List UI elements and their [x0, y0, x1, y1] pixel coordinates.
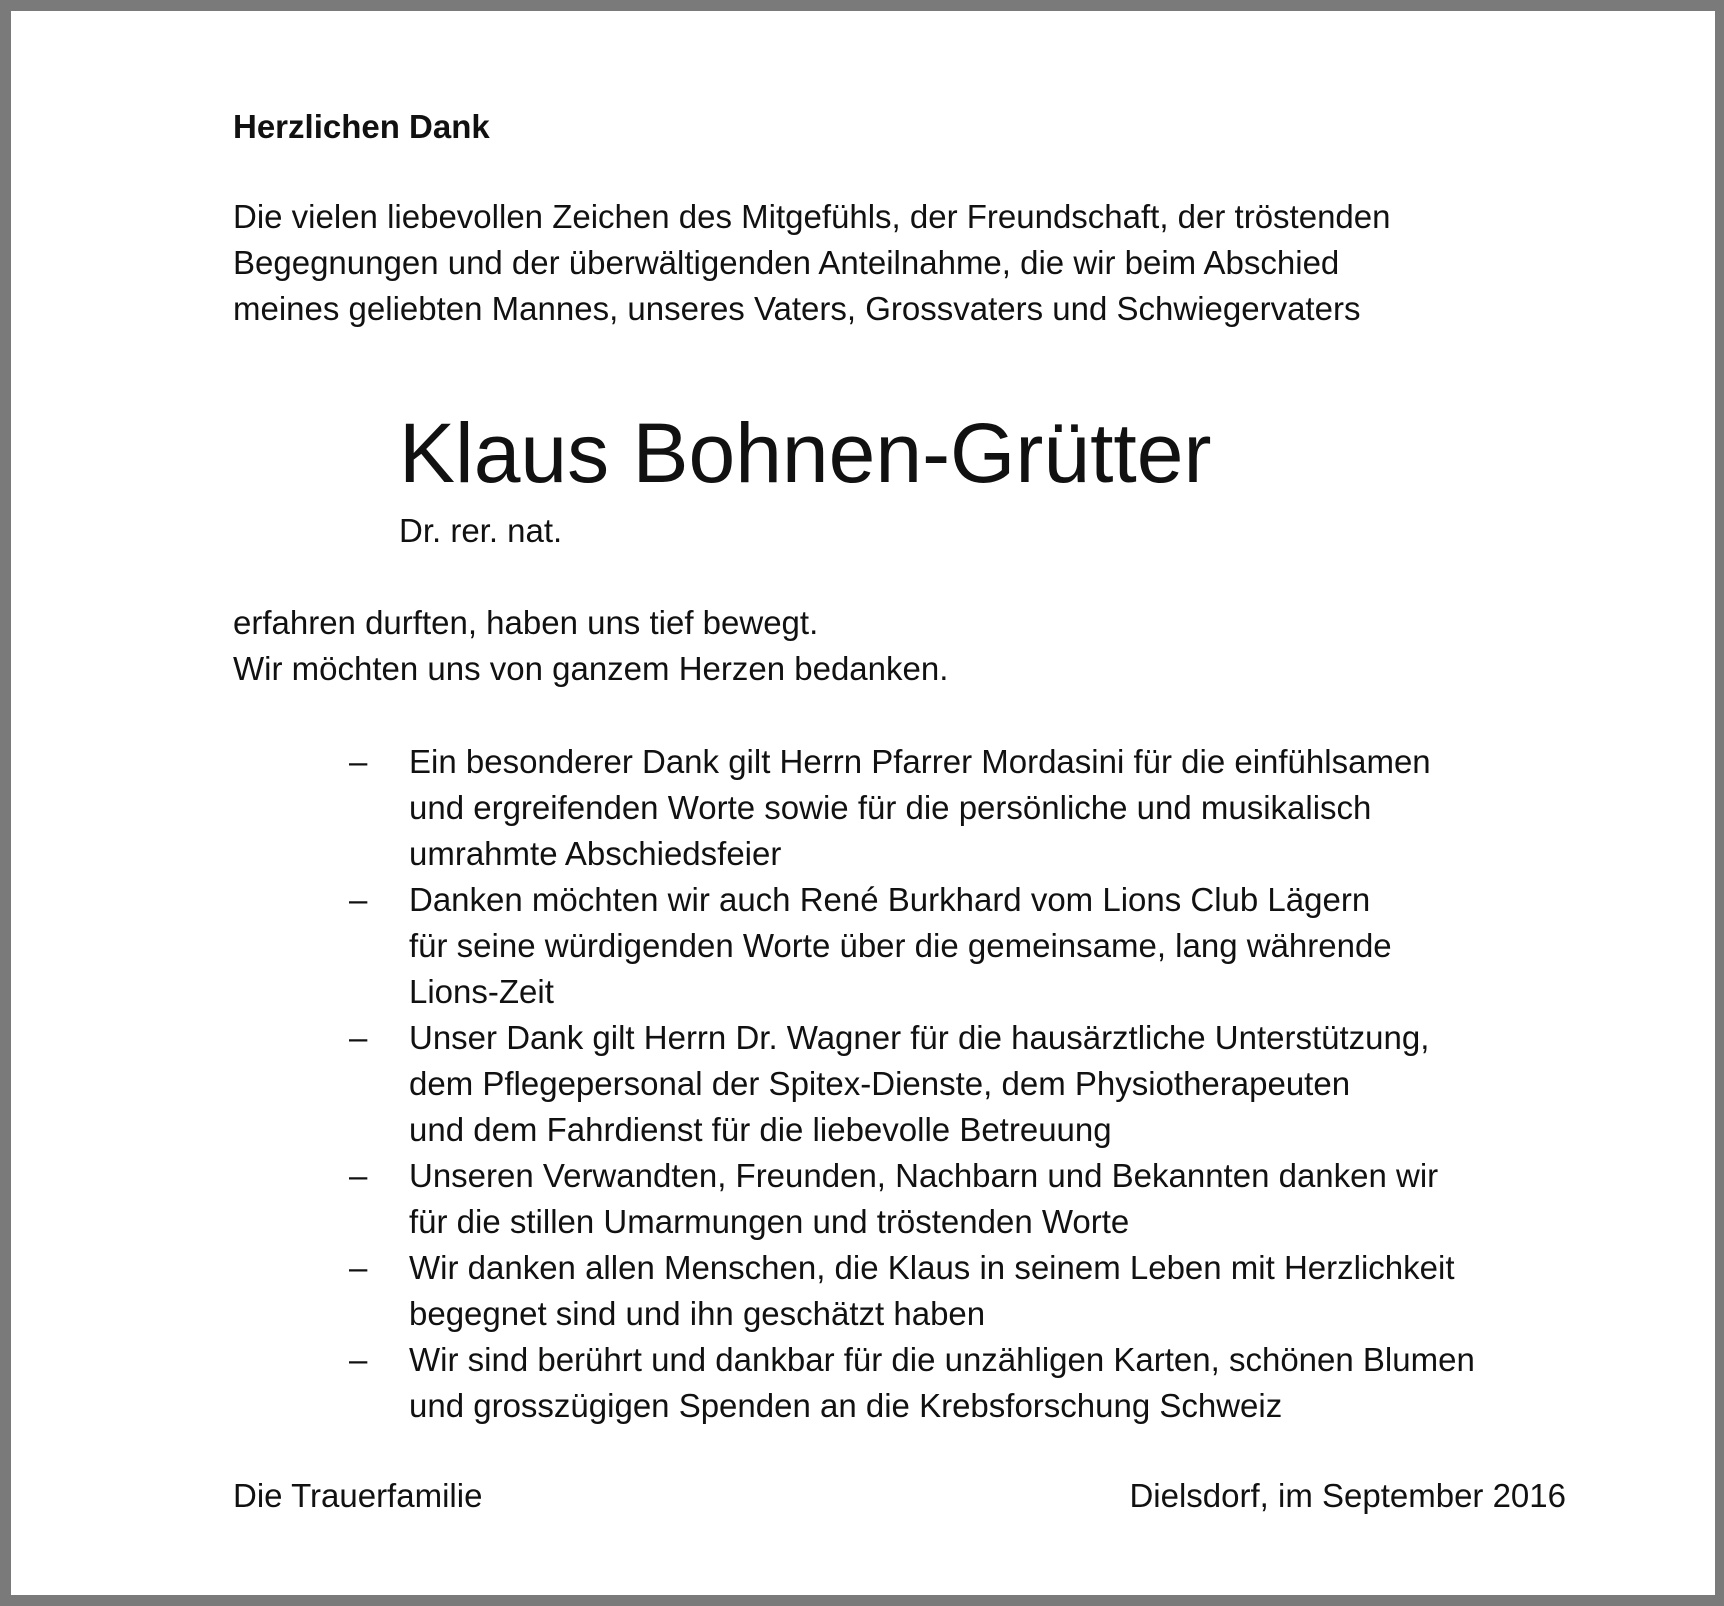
thanks-item-text	[409, 739, 1431, 877]
dash-bullet: –	[349, 1341, 368, 1378]
thanks-line: für die stillen Umarmungen und tröstenden Worte	[409, 1203, 1130, 1240]
thanks-item-text	[409, 1337, 1475, 1429]
thanks-item-text	[409, 1153, 1438, 1245]
thanks-item-text	[409, 1015, 1429, 1153]
intro-paragraph	[233, 194, 1390, 332]
thanks-line: und grosszügigen Spenden an die Krebsforschung Schweiz	[409, 1387, 1283, 1424]
place-date: Dielsdorf, im September 2016	[1129, 1477, 1566, 1514]
thanks-line: Ein besonderer Dank gilt Herrn Pfarrer Mordasini für die einfühlsamen	[409, 743, 1431, 780]
thanks-line: Danken möchten wir auch René Burkhard vom Lions Club Lägern	[409, 881, 1371, 918]
closing-line: Wir möchten uns von ganzem Herzen bedanken.	[233, 650, 949, 687]
thanks-item-text	[409, 1245, 1455, 1337]
thanks-line: Lions-Zeit	[409, 973, 554, 1010]
thanks-item	[349, 877, 1475, 1015]
dash-bullet: –	[349, 1249, 368, 1286]
thanks-line: Unser Dank gilt Herrn Dr. Wagner für die hausärztliche Unterstützung,	[409, 1019, 1430, 1056]
thanks-line: dem Pflegepersonal der Spitex-Dienste, dem Physiotherapeuten	[409, 1065, 1351, 1102]
thanks-item	[349, 1015, 1475, 1153]
closing-paragraph	[233, 600, 948, 692]
thanks-line: umrahmte Abschiedsfeier	[409, 835, 782, 872]
dash-bullet: –	[349, 881, 368, 918]
thanks-item	[349, 1245, 1475, 1337]
thanks-line: Wir sind berührt und dankbar für die unzähligen Karten, schönen Blumen	[409, 1341, 1475, 1378]
deceased-name: Klaus Bohnen-Grütter	[399, 406, 1212, 500]
thanks-item	[349, 1153, 1475, 1245]
intro-line: meines geliebten Mannes, unseres Vaters, Grossvaters und Schwiegervaters	[233, 290, 1361, 327]
thanks-list	[349, 739, 1475, 1429]
notice-heading: Herzlichen Dank	[233, 108, 490, 145]
signature: Die Trauerfamilie	[233, 1477, 483, 1514]
thanks-line: für seine würdigenden Worte über die gemeinsame, lang währende	[409, 927, 1392, 964]
notice-page	[11, 11, 1715, 1595]
intro-line: Begegnungen und der überwältigenden Anteilnahme, die wir beim Abschied	[233, 244, 1340, 281]
deceased-title: Dr. rer. nat.	[399, 512, 563, 549]
thanks-line: Unseren Verwandten, Freunden, Nachbarn und Bekannten danken wir	[409, 1157, 1439, 1194]
dash-bullet: –	[349, 1019, 368, 1056]
closing-line: erfahren durften, haben uns tief bewegt.	[233, 604, 819, 641]
thanks-line: begegnet sind und ihn geschätzt haben	[409, 1295, 986, 1332]
thanks-line: und ergreifenden Worte sowie für die persönliche und musikalisch	[409, 789, 1372, 826]
dash-bullet: –	[349, 1157, 368, 1194]
intro-line: Die vielen liebevollen Zeichen des Mitgefühls, der Freundschaft, der tröstenden	[233, 198, 1391, 235]
thanks-item	[349, 739, 1475, 877]
thanks-item-text	[409, 877, 1392, 1015]
thanks-line: und dem Fahrdienst für die liebevolle Betreuung	[409, 1111, 1112, 1148]
thanks-line: Wir danken allen Menschen, die Klaus in seinem Leben mit Herzlichkeit	[409, 1249, 1455, 1286]
dash-bullet: –	[349, 743, 368, 780]
thanks-item	[349, 1337, 1475, 1429]
